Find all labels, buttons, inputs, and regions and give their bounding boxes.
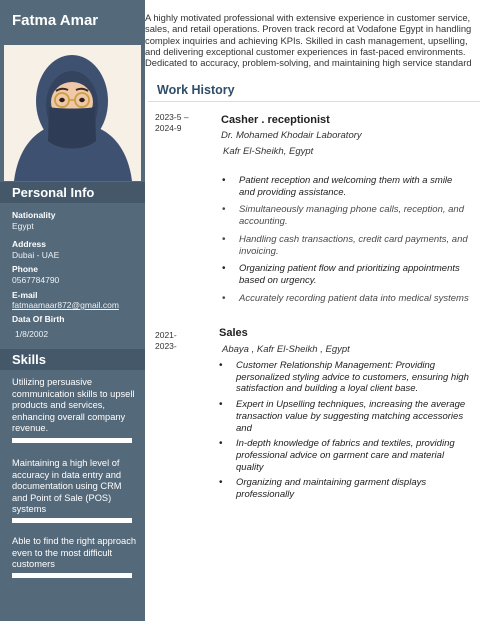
- job-2-duties: [219, 360, 471, 505]
- job-1-title: Casher . receptionist: [221, 114, 330, 126]
- job-1-duties: [222, 175, 470, 310]
- candidate-name: Fatma Amar: [12, 12, 99, 29]
- list-item: • Handling cash transactions, credit card payments, and invoicing.: [222, 234, 470, 257]
- nationality-label: Nationality: [12, 210, 56, 220]
- dob-label: Data Of Birth: [12, 314, 65, 324]
- personal-info-heading: Personal Info: [0, 182, 145, 203]
- phone-label: Phone: [12, 264, 38, 274]
- job-2-location: Abaya , Kafr El-Sheikh , Egypt: [222, 344, 350, 355]
- skill-3-bar: [12, 573, 132, 578]
- list-item: • Simultaneously managing phone calls, reception, and accounting.: [222, 204, 470, 227]
- skill-2-bar: [12, 518, 132, 523]
- email-link[interactable]: fatmaamaar872@gmail.com: [12, 300, 119, 310]
- skill-1-bar: [12, 438, 132, 443]
- skill-2-text: Maintaining a high level of accuracy in data entry and documentation using CRM and Point of Sale (POS) systems: [12, 458, 122, 514]
- list-item: • Patient reception and welcoming them with a smile and providing assistance.: [222, 175, 470, 198]
- job-1-employer: Dr. Mohamed Khodair Laboratory: [221, 130, 362, 141]
- skill-3-text: Able to find the right approach even to the most difficult customers: [12, 536, 137, 569]
- address-value: Dubai - UAE: [12, 250, 60, 260]
- list-item: • Accurately recording patient data into medical systems: [222, 293, 470, 305]
- list-item: • Organizing and maintaining garment displays professionally: [219, 477, 471, 500]
- job-2-date: 2021- 2023-: [155, 330, 177, 351]
- avatar-illustration: [4, 45, 141, 181]
- email-label: E-mail: [12, 290, 38, 300]
- job-1-date: 2023-5 – 2024-9: [155, 112, 189, 133]
- phone-value: 0567784790: [12, 275, 60, 285]
- address-label: Address: [12, 239, 47, 249]
- list-item: • In-depth knowledge of fabrics and textiles, providing professional advice on garment care and material quality: [219, 438, 471, 473]
- list-item: • Organizing patient flow and prioritizing appointments based on urgency.: [222, 263, 470, 286]
- list-item: • Expert in Upselling techniques, increasing the average transaction value by suggesting matching accessories and: [219, 399, 471, 434]
- nationality-value: Egypt: [12, 221, 34, 231]
- professional-summary: A highly motivated professional with extensive experience in customer service, sales, and retail operations. Proven track record at Vodafone Egypt in handling complex inquiries and achieving KPIs. Skilled in cash management, upselling, and delivering exceptional customer experiences in fast-paced environments. Dedicated to accuracy, problem-solving, and maintaining high service standard: [145, 12, 472, 69]
- avatar: [4, 45, 141, 181]
- work-history-heading: Work History: [157, 83, 235, 97]
- skill-1-text: Utilizing persuasive communication skills to upsell products and services, enhancing overall company revenue.: [12, 377, 135, 433]
- skills-heading: Skills: [0, 349, 145, 370]
- dob-value: 1/8/2002: [15, 329, 49, 339]
- job-2-title: Sales: [219, 327, 248, 339]
- job-1-location: Kafr El-Sheikh, Egypt: [223, 146, 314, 157]
- list-item: • Customer Relationship Management: Providing personalized styling advice to customers, ensuring high satisfaction and building a loyal client base.: [219, 360, 471, 395]
- section-divider: [148, 101, 480, 102]
- sidebar: [0, 0, 145, 621]
